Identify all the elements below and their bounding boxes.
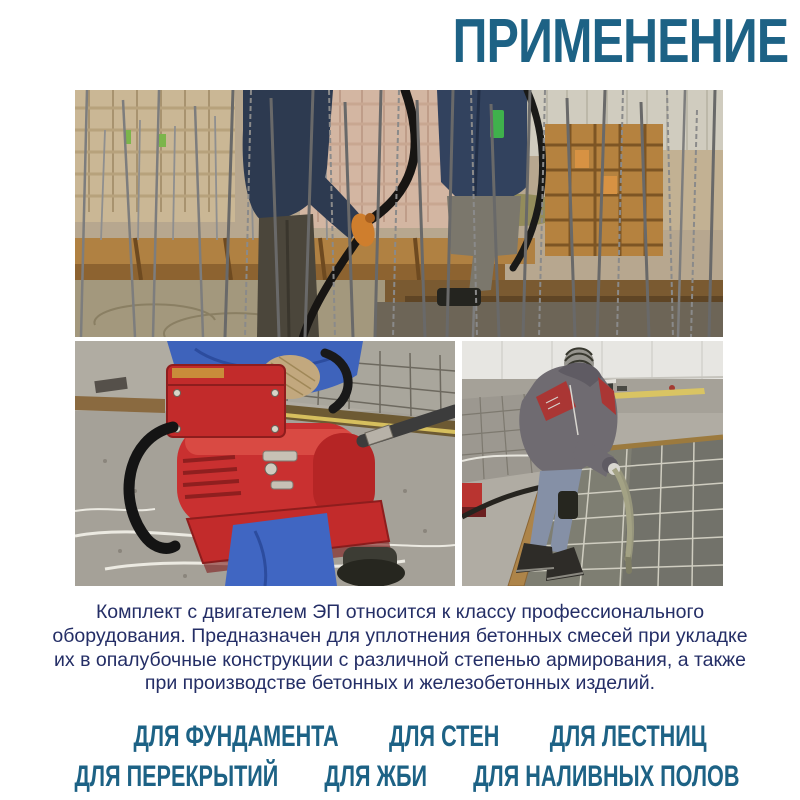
- description-line: Комплект с двигателем ЭП относится к классу профессионального: [95, 601, 705, 623]
- application-item-stairs: ДЛЯ ЛЕСТНИЦ: [549, 720, 707, 753]
- application-item-floors: ДЛЯ НАЛИВНЫХ ПОЛОВ: [473, 760, 740, 793]
- application-item-precast: ДЛЯ ЖБИ: [324, 760, 428, 793]
- photo-worker-concrete-floor: [462, 341, 723, 586]
- application-item-foundation: ДЛЯ ФУНДАМЕНТА: [133, 720, 339, 753]
- description: [0, 601, 800, 696]
- application-item-walls: ДЛЯ СТЕН: [389, 720, 500, 753]
- photo-construction-site: [75, 90, 723, 337]
- description-line: их в опалубочные конструкции с различной степенью армирования, а также: [54, 648, 746, 671]
- application-item-slabs: ДЛЯ ПЕРЕКРЫТИЙ: [74, 760, 279, 793]
- photo-vibrator-motor: [75, 341, 455, 586]
- application-list-row2: [74, 760, 740, 793]
- page-title: ПРИМЕНЕНИЕ: [452, 7, 788, 76]
- description-line: при производстве бетонных и железобетонных изделий.: [144, 672, 656, 695]
- description-line: оборудования. Предназначен для уплотнения бетонных смесей при укладке: [52, 624, 748, 647]
- application-list-row1: [132, 722, 708, 752]
